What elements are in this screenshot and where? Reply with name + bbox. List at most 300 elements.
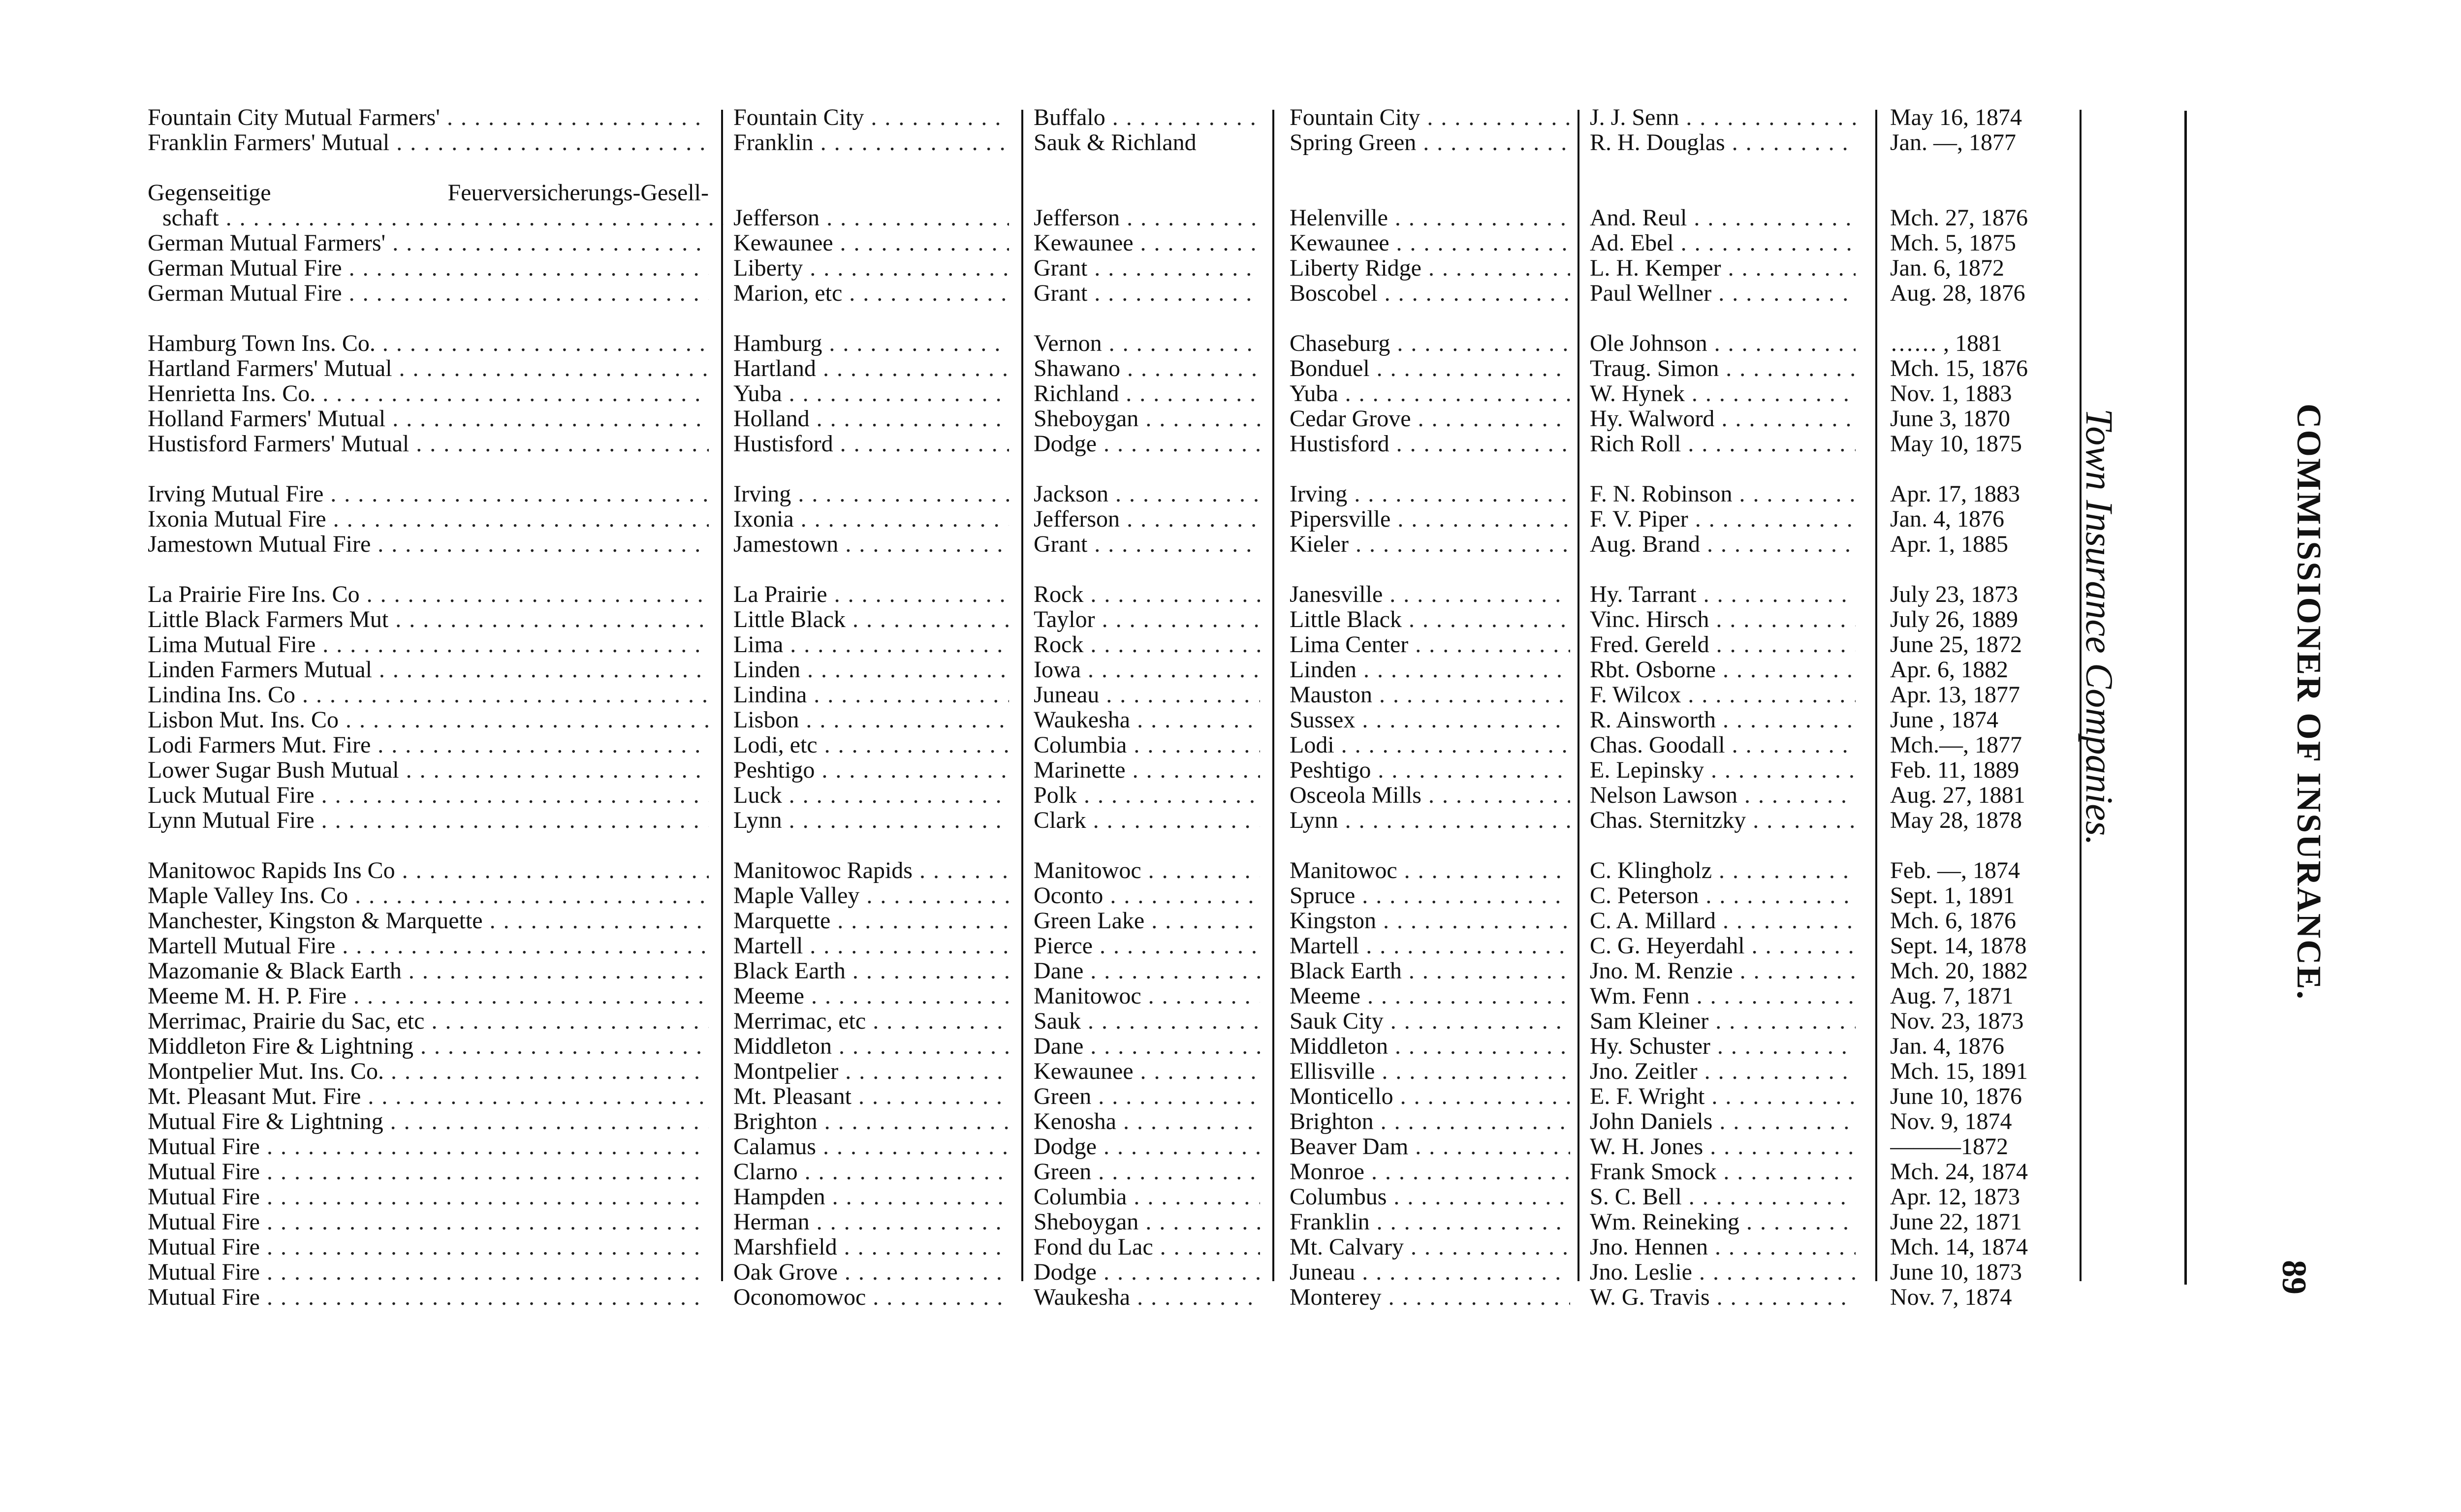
organized-date: May 28, 1878 [1890,808,2022,833]
table-row [148,582,2077,607]
town: Meeme . . . [733,983,1009,1008]
company-name: Jamestown Mutual Fire . . . [148,532,709,557]
town: Oconomowoc . . . [733,1285,1009,1310]
secretary: Ad. Ebel . . . [1590,230,1856,255]
secretary: John Daniels . . . [1590,1109,1856,1134]
organized-date: Feb. 11, 1889 [1890,757,2019,783]
organized-date: Aug. 28, 1876 [1890,281,2025,306]
secretary: S. C. Bell . . . [1590,1184,1856,1209]
secretary: Hy. Walword . . . [1590,406,1856,431]
company-name: Montpelier Mut. Ins. Co. . . . [148,1059,709,1084]
county: Dane . . . [1034,1034,1260,1059]
county: Buffalo . . . [1034,105,1260,130]
secretary: Nelson Lawson . . . [1590,783,1856,808]
organized-date: Mch. 6, 1876 [1890,908,2016,933]
organized-date: June 10, 1876 [1890,1084,2022,1109]
group-spacer [148,557,2077,582]
town: Maple Valley . . . [733,883,1009,908]
table-row [148,958,2077,983]
county: Jefferson . . . [1034,506,1260,532]
county: Manitowoc . . . [1034,858,1260,883]
town: Yuba . . . [733,381,1009,406]
town: Holland . . . [733,406,1009,431]
secretary: Hy. Tarrant . . . [1590,582,1856,607]
organized-date: June , 1874 [1890,707,1998,732]
town: Peshtigo . . . [733,757,1009,783]
company-name: Lynn Mutual Fire . . . [148,808,709,833]
organized-date: Mch. 27, 1876 [1890,205,2028,230]
post-office: Osceola Mills . . . [1290,783,1570,808]
table-row [148,883,2077,908]
company-name: Mutual Fire . . . [148,1260,709,1285]
county: Clark . . . [1034,808,1260,833]
company-name: Holland Farmers' Mutual . . . [148,406,709,431]
county: Sheboygan . . . [1034,1209,1260,1234]
table-row [148,1260,2077,1285]
company-name: Ixonia Mutual Fire . . . [148,506,709,532]
organized-date: May 10, 1875 [1890,431,2022,456]
town: Montpelier . . . [733,1059,1009,1084]
secretary: R. Ainsworth . . . [1590,707,1856,732]
company-name: Henrietta Ins. Co. . . . [148,381,709,406]
post-office: Martell . . . [1290,933,1570,958]
secretary: Paul Wellner . . . [1590,281,1856,306]
company-name: Lima Mutual Fire . . . [148,632,709,657]
town-insurance-table [148,105,2077,1310]
secretary: W. G. Travis . . . [1590,1285,1856,1310]
county: Dane . . . [1034,958,1260,983]
table-row [148,632,2077,657]
post-office: Manitowoc . . . [1290,858,1570,883]
post-office: Mt. Calvary . . . [1290,1234,1570,1260]
county: Kewaunee . . . [1034,230,1260,255]
town: Irving . . . [733,481,1009,506]
table-row [148,732,2077,757]
organized-date: Mch. 5, 1875 [1890,230,2016,255]
table-row [148,1109,2077,1134]
secretary: Chas. Goodall . . . [1590,732,1856,757]
secretary: Sam Kleiner . . . [1590,1008,1856,1034]
secretary: Traug. Simon . . . [1590,356,1856,381]
county: Dodge . . . [1034,1260,1260,1285]
town: Manitowoc Rapids . . . [733,858,1009,883]
table-row [148,1285,2077,1310]
page-number: 89 [2275,1260,2313,1294]
secretary: Frank Smock . . . [1590,1159,1856,1184]
county: Marinette . . . [1034,757,1260,783]
town: Marion, etc . . . [733,281,1009,306]
post-office: Irving . . . [1290,481,1570,506]
post-office: Franklin . . . [1290,1209,1570,1234]
town: Middleton . . . [733,1034,1009,1059]
secretary: Jno. Zeitler . . . [1590,1059,1856,1084]
company-name: Mutual Fire . . . [148,1159,709,1184]
post-office: Middleton . . . [1290,1034,1570,1059]
column-divider [1875,110,1877,1281]
post-office: Kewaunee . . . [1290,230,1570,255]
town: Lindina . . . [733,682,1009,707]
secretary: Jno. Hennen . . . [1590,1234,1856,1260]
organized-date: June 22, 1871 [1890,1209,2022,1234]
company-name: Middleton Fire & Lightning . . . [148,1034,709,1059]
county: Sauk . . . [1034,1008,1260,1034]
organized-date: Feb. —, 1874 [1890,858,2020,883]
table-row [148,1008,2077,1034]
company-name: Manitowoc Rapids Ins Co . . . [148,858,709,883]
organized-date: Apr. 13, 1877 [1890,682,2020,707]
county: Rock . . . [1034,582,1260,607]
organized-date: …… , 1881 [1890,331,2002,356]
organized-date: July 26, 1889 [1890,607,2019,632]
organized-date: Jan. 4, 1876 [1890,506,2004,532]
post-office: Cedar Grove . . . [1290,406,1570,431]
column-divider [1021,110,1023,1281]
secretary: E. Lepinsky . . . [1590,757,1856,783]
organized-date: June 25, 1872 [1890,632,2022,657]
county: Vernon . . . [1034,331,1260,356]
table-row [148,381,2077,406]
secretary: Fred. Gereld . . . [1590,632,1856,657]
secretary: F. V. Piper . . . [1590,506,1856,532]
company-name: Lodi Farmers Mut. Fire . . . [148,732,709,757]
table-row [148,858,2077,883]
post-office: Ellisville . . . [1290,1059,1570,1084]
secretary: Vinc. Hirsch . . . [1590,607,1856,632]
company-name: Mazomanie & Black Earth . . . [148,958,709,983]
organized-date: Mch.—, 1877 [1890,732,2022,757]
secretary: C. G. Heyerdahl . . . [1590,933,1856,958]
county: Grant . . . [1034,281,1260,306]
county: Manitowoc . . . [1034,983,1260,1008]
town: Lodi, etc . . . [733,732,1009,757]
secretary: Aug. Brand . . . [1590,532,1856,557]
county: Dodge . . . [1034,1134,1260,1159]
town: Little Black . . . [733,607,1009,632]
group-spacer [148,306,2077,331]
table-row [148,933,2077,958]
table-row [148,808,2077,833]
town: Martell . . . [733,933,1009,958]
table-row [148,1059,2077,1084]
post-office: Janesville . . . [1290,582,1570,607]
table-row [148,105,2077,130]
town: Calamus . . . [733,1134,1009,1159]
organized-date: June 10, 1873 [1890,1260,2022,1285]
organized-date: Apr. 6, 1882 [1890,657,2008,682]
organized-date: Jan. 4, 1876 [1890,1034,2004,1059]
town: Merrimac, etc . . . [733,1008,1009,1034]
town: Marquette . . . [733,908,1009,933]
organized-date: Sept. 14, 1878 [1890,933,2027,958]
town: Hustisford . . . [733,431,1009,456]
company-name: Mt. Pleasant Mut. Fire . . . [148,1084,709,1109]
town: Jefferson . . . [733,205,1009,230]
town: Marshfield . . . [733,1234,1009,1260]
post-office: Yuba . . . [1290,381,1570,406]
table-row [148,281,2077,306]
company-name: Hustisford Farmers' Mutual . . . [148,431,709,456]
column-divider [1578,110,1579,1281]
county: Sauk & Richland [1034,130,1197,155]
company-name: Mutual Fire & Lightning . . . [148,1109,709,1134]
town: Clarno . . . [733,1159,1009,1184]
county: Dodge . . . [1034,431,1260,456]
company-name: Mutual Fire . . . [148,1134,709,1159]
county: Taylor . . . [1034,607,1260,632]
town: Kewaunee . . . [733,230,1009,255]
column-divider [721,110,723,1281]
organized-date: Mch. 14, 1874 [1890,1234,2028,1260]
town: Hamburg . . . [733,331,1009,356]
secretary: F. Wilcox . . . [1590,682,1856,707]
town: Luck . . . [733,783,1009,808]
organized-date: Apr. 17, 1883 [1890,481,2020,506]
county: Waukesha . . . [1034,1285,1260,1310]
table-row [148,532,2077,557]
table-row [148,783,2077,808]
town: Fountain City . . . [733,105,1009,130]
organized-date: Aug. 27, 1881 [1890,783,2025,808]
company-name: Lisbon Mut. Ins. Co . . . [148,707,709,732]
company-name: Manchester, Kingston & Marquette . . . [148,908,709,933]
post-office: Sauk City . . . [1290,1008,1570,1034]
secretary: C. A. Millard . . . [1590,908,1856,933]
table-row [148,983,2077,1008]
organized-date: Mch. 15, 1876 [1890,356,2028,381]
town: Herman . . . [733,1209,1009,1234]
post-office: Meeme . . . [1290,983,1570,1008]
town: Hampden . . . [733,1184,1009,1209]
company-name: Merrimac, Prairie du Sac, etc . . . [148,1008,709,1034]
table-row [148,356,2077,381]
county: Sheboygan . . . [1034,406,1260,431]
post-office: Hustisford . . . [1290,431,1570,456]
company-name: La Prairie Fire Ins. Co . . . [148,582,709,607]
town: Ixonia . . . [733,506,1009,532]
secretary: And. Reul . . . [1590,205,1856,230]
company-name: Little Black Farmers Mut . . . [148,607,709,632]
table-row [148,255,2077,281]
county: Pierce . . . [1034,933,1260,958]
secretary: Jno. M. Renzie . . . [1590,958,1856,983]
post-office: Lynn . . . [1290,808,1570,833]
post-office: Spruce . . . [1290,883,1570,908]
table-row [148,130,2077,155]
town: La Prairie . . . [733,582,1009,607]
county: Juneau . . . [1034,682,1260,707]
post-office: Peshtigo . . . [1290,757,1570,783]
table-row [148,230,2077,255]
secretary: Chas. Sternitzky . . . [1590,808,1856,833]
town: Lisbon . . . [733,707,1009,732]
town: Liberty . . . [733,255,1009,281]
company-name: Mutual Fire . . . [148,1234,709,1260]
county: Kewaunee . . . [1034,1059,1260,1084]
company-name: Mutual Fire . . . [148,1184,709,1209]
company-name: Lindina Ins. Co . . . [148,682,709,707]
secretary: C. Peterson . . . [1590,883,1856,908]
post-office: Liberty Ridge . . . [1290,255,1570,281]
company-name-line2: schaft . . . [148,205,724,230]
county: Fond du Lac . . . [1034,1234,1260,1260]
company-name: Maple Valley Ins. Co . . . [148,883,709,908]
secretary: Hy. Schuster . . . [1590,1034,1856,1059]
post-office: Kingston . . . [1290,908,1570,933]
county: Shawano . . . [1034,356,1260,381]
county: Iowa . . . [1034,657,1260,682]
secretary: W. Hynek . . . [1590,381,1856,406]
table-row [148,1159,2077,1184]
company-name: Fountain City Mutual Farmers' . . . [148,105,709,130]
town: Brighton . . . [733,1109,1009,1134]
town: Mt. Pleasant . . . [733,1084,1009,1109]
county: Green Lake . . . [1034,908,1260,933]
county: Grant . . . [1034,255,1260,281]
organized-date: Mch. 20, 1882 [1890,958,2028,983]
post-office: Helenville . . . [1290,205,1570,230]
secretary: Wm. Fenn . . . [1590,983,1856,1008]
organized-date: Mch. 24, 1874 [1890,1159,2028,1184]
post-office: Fountain City . . . [1290,105,1570,130]
county: Kenosha . . . [1034,1109,1260,1134]
post-office: Beaver Dam . . . [1290,1134,1570,1159]
county: Columbia . . . [1034,732,1260,757]
table-row [148,1184,2077,1209]
county: Grant . . . [1034,532,1260,557]
company-name: German Mutual Farmers' . . . [148,230,709,255]
organized-date: Jan. —, 1877 [1890,130,2016,155]
county: Columbia . . . [1034,1184,1260,1209]
table-row [148,657,2077,682]
group-spacer [148,456,2077,481]
post-office: Little Black . . . [1290,607,1570,632]
county: Richland . . . [1034,381,1260,406]
secretary: C. Klingholz . . . [1590,858,1856,883]
company-name: Hamburg Town Ins. Co. . . . [148,331,709,356]
company-name-line1: Gegenseitige Feuerversicherungs-Gesell- [148,180,709,206]
company-name: Hartland Farmers' Mutual . . . [148,356,709,381]
organized-date: Jan. 6, 1872 [1890,255,2004,281]
group-spacer [148,155,2077,180]
post-office: Monterey . . . [1290,1285,1570,1310]
post-office: Brighton . . . [1290,1109,1570,1134]
secretary: E. F. Wright . . . [1590,1084,1856,1109]
town: Linden . . . [733,657,1009,682]
table-row [148,331,2077,356]
post-office: Chaseburg . . . [1290,331,1570,356]
secretary: Rich Roll . . . [1590,431,1856,456]
table-row [148,707,2077,732]
organized-date: Apr. 1, 1885 [1890,532,2008,557]
company-name: Meeme M. H. P. Fire . . . [148,983,709,1008]
table-row [148,1234,2077,1260]
company-name: Luck Mutual Fire . . . [148,783,709,808]
town: Oak Grove . . . [733,1260,1009,1285]
company-name: Martell Mutual Fire . . . [148,933,709,958]
county: Waukesha . . . [1034,707,1260,732]
secretary: Wm. Reineking . . . [1590,1209,1856,1234]
table-row [148,1134,2077,1159]
town: Black Earth . . . [733,958,1009,983]
town: Hartland . . . [733,356,1009,381]
secretary: W. H. Jones . . . [1590,1134,1856,1159]
post-office: Juneau . . . [1290,1260,1570,1285]
company-name: German Mutual Fire . . . [148,255,709,281]
county: Jackson . . . [1034,481,1260,506]
county: Polk . . . [1034,783,1260,808]
county: Jefferson . . . [1034,205,1260,230]
organized-date: Nov. 9, 1874 [1890,1109,2012,1134]
margin-rule [2184,111,2187,1285]
secretary: Rbt. Osborne . . . [1590,657,1856,682]
table-row [148,431,2077,456]
county: Rock . . . [1034,632,1260,657]
post-office: Pipersville . . . [1290,506,1570,532]
table-row [148,757,2077,783]
table-row [148,1209,2077,1234]
company-name: Franklin Farmers' Mutual . . . [148,130,709,155]
post-office: Sussex . . . [1290,707,1570,732]
company-name: German Mutual Fire . . . [148,281,709,306]
post-office: Monroe . . . [1290,1159,1570,1184]
town: Lima . . . [733,632,1009,657]
post-office: Columbus . . . [1290,1184,1570,1209]
post-office: Spring Green . . . [1290,130,1570,155]
organized-date: May 16, 1874 [1890,105,2022,130]
company-name: Mutual Fire . . . [148,1285,709,1310]
table-row [148,406,2077,431]
post-office: Mauston . . . [1290,682,1570,707]
post-office: Linden . . . [1290,657,1570,682]
organized-date: Nov. 7, 1874 [1890,1285,2012,1310]
organized-date: July 23, 1873 [1890,582,2019,607]
table-row [148,908,2077,933]
table-row [148,682,2077,707]
county: Green . . . [1034,1159,1260,1184]
organized-date: ———1872 [1890,1134,2008,1159]
secretary: L. H. Kemper . . . [1590,255,1856,281]
secretary: F. N. Robinson . . . [1590,481,1856,506]
company-name: Mutual Fire . . . [148,1209,709,1234]
company-name: Lower Sugar Bush Mutual . . . [148,757,709,783]
table-row [148,607,2077,632]
post-office: Black Earth . . . [1290,958,1570,983]
table-row [148,1084,2077,1109]
secretary: Ole Johnson . . . [1590,331,1856,356]
table-row [148,180,2077,230]
organized-date: Nov. 1, 1883 [1890,381,2012,406]
group-spacer [148,833,2077,858]
post-office: Boscobel . . . [1290,281,1570,306]
secretary: Jno. Leslie . . . [1590,1260,1856,1285]
town: Jamestown . . . [733,532,1009,557]
post-office: Lima Center . . . [1290,632,1570,657]
company-name: Irving Mutual Fire . . . [148,481,709,506]
secretary: R. H. Douglas . . . [1590,130,1856,155]
organized-date: Apr. 12, 1873 [1890,1184,2020,1209]
town: Franklin . . . [733,130,1009,155]
running-title: Town Insurance Companies. [2078,409,2121,846]
table-row [148,506,2077,532]
post-office: Kieler . . . [1290,532,1570,557]
company-name: Linden Farmers Mutual . . . [148,657,709,682]
county: Oconto . . . [1034,883,1260,908]
organized-date: June 3, 1870 [1890,406,2010,431]
county: Green . . . [1034,1084,1260,1109]
page-header: COMMISSIONER OF INSURANCE. [2290,404,2328,1001]
organized-date: Mch. 15, 1891 [1890,1059,2028,1084]
table-row [148,481,2077,506]
